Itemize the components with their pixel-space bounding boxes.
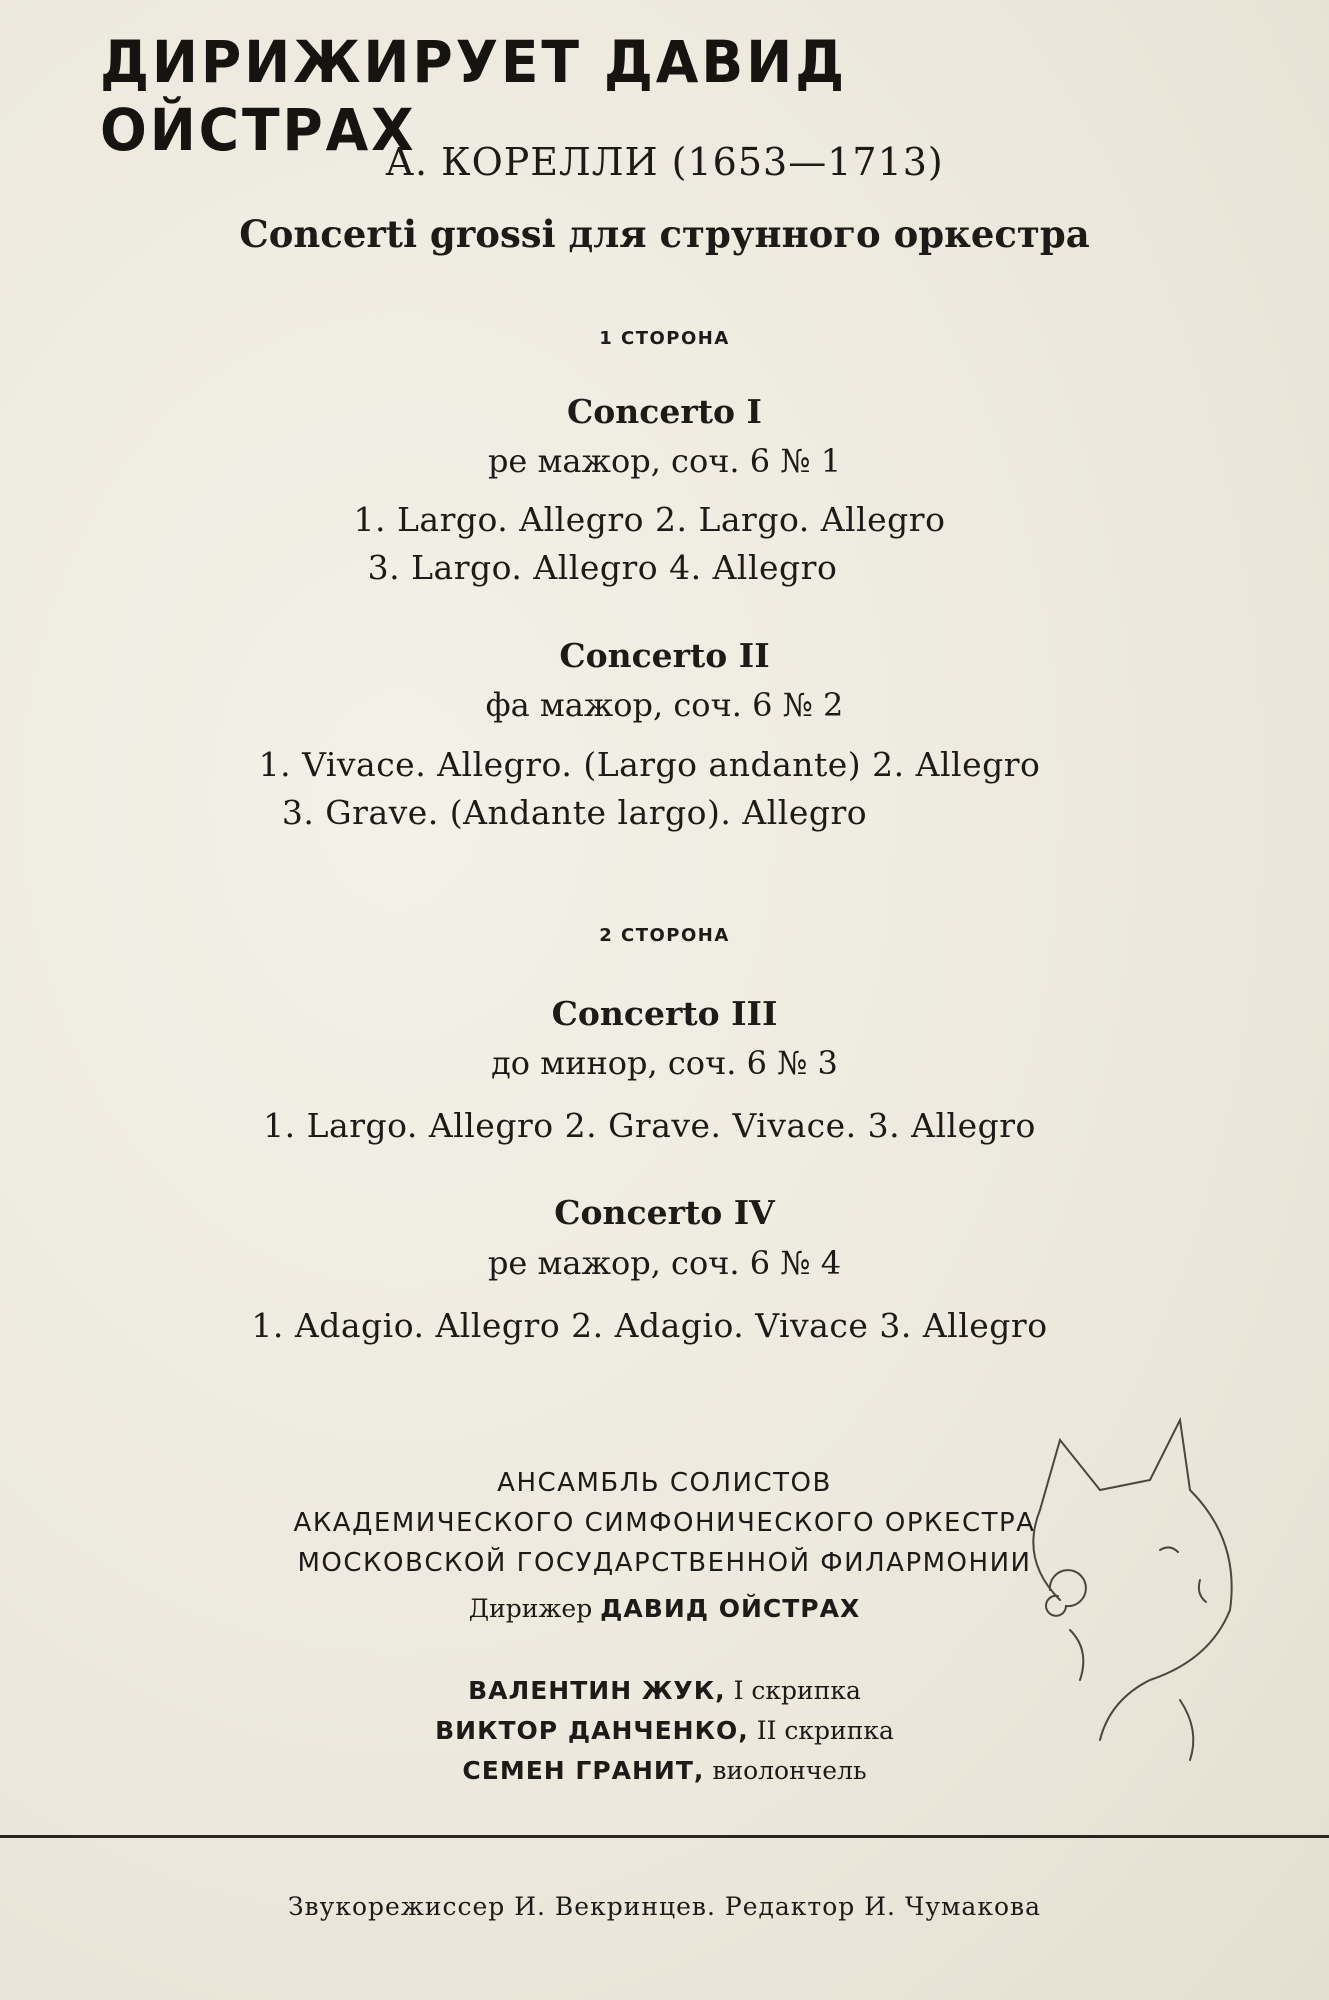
concerto-2-movements-line-2: 3. Grave. (Andante largo). Allegro <box>281 793 868 832</box>
side-2-label: 2 СТОРОНА <box>599 925 730 946</box>
footer-divider <box>0 1835 1329 1838</box>
work-subtitle: Concerti grossi для струнного оркестра <box>239 212 1090 256</box>
concerto-2-movements-line-1: 1. Vivace. Allegro. (Largo andante) 2. Allegro <box>258 745 1041 784</box>
ensemble-line-3: МОСКОВСКОЙ ГОСУДАРСТВЕННОЙ ФИЛАРМОНИИ <box>297 1548 1032 1578</box>
concerto-1-key: ре мажор, соч. 6 № 1 <box>487 442 842 480</box>
concerto-4-title: Concerto IV <box>554 1193 775 1232</box>
concerto-1-movements-line-1: 1. Largo. Allegro 2. Largo. Allegro <box>353 500 946 539</box>
performer-1-role: I скрипка <box>733 1676 861 1705</box>
conductor-name: ДАВИД ОЙСТРАХ <box>600 1594 861 1623</box>
performer-1-name: ВАЛЕНТИН ЖУК, <box>468 1676 726 1705</box>
concerto-1-title: Concerto I <box>567 392 762 431</box>
performer-2-name: ВИКТОР ДАНЧЕНКО, <box>435 1716 749 1745</box>
concerto-3-title: Concerto III <box>551 994 778 1033</box>
performer-3-role: виолончель <box>712 1756 867 1785</box>
concerto-4-key: ре мажор, соч. 6 № 4 <box>487 1244 842 1282</box>
ensemble-line-1: АНСАМБЛЬ СОЛИСТОВ <box>497 1468 832 1498</box>
concerto-2-title: Concerto II <box>559 636 770 675</box>
concerto-1-movements-line-2: 3. Largo. Allegro 4. Allegro <box>367 548 838 587</box>
side-1-label: 1 СТОРОНА <box>599 328 730 349</box>
composer-line: А. КОРЕЛЛИ (1653—1713) <box>385 140 944 184</box>
concerto-3-key: до минор, соч. 6 № 3 <box>491 1044 838 1082</box>
footer-credits: Звукорежиссер И. Векринцев. Редактор И. Чумакова <box>287 1892 1041 1921</box>
performer-3-name: СЕМЕН ГРАНИТ, <box>462 1756 705 1785</box>
header-title: ДИРИЖИРУЕТ ДАВИД ОЙСТРАХ <box>100 28 848 164</box>
concerto-3-movements-line-1: 1. Largo. Allegro 2. Grave. Vivace. 3. Allegro <box>263 1106 1036 1145</box>
concerto-2-key: фа мажор, соч. 6 № 2 <box>485 686 844 724</box>
ensemble-line-2: АКАДЕМИЧЕСКОГО СИМФОНИЧЕСКОГО ОРКЕСТРА <box>293 1508 1036 1538</box>
concerto-4-movements-line-1: 1. Adagio. Allegro 2. Adagio. Vivace 3. Allegro <box>251 1306 1048 1345</box>
performer-2-role: II скрипка <box>756 1716 894 1745</box>
conductor-label: Дирижер <box>468 1594 593 1623</box>
cat-doodle-icon <box>950 1400 1320 1780</box>
